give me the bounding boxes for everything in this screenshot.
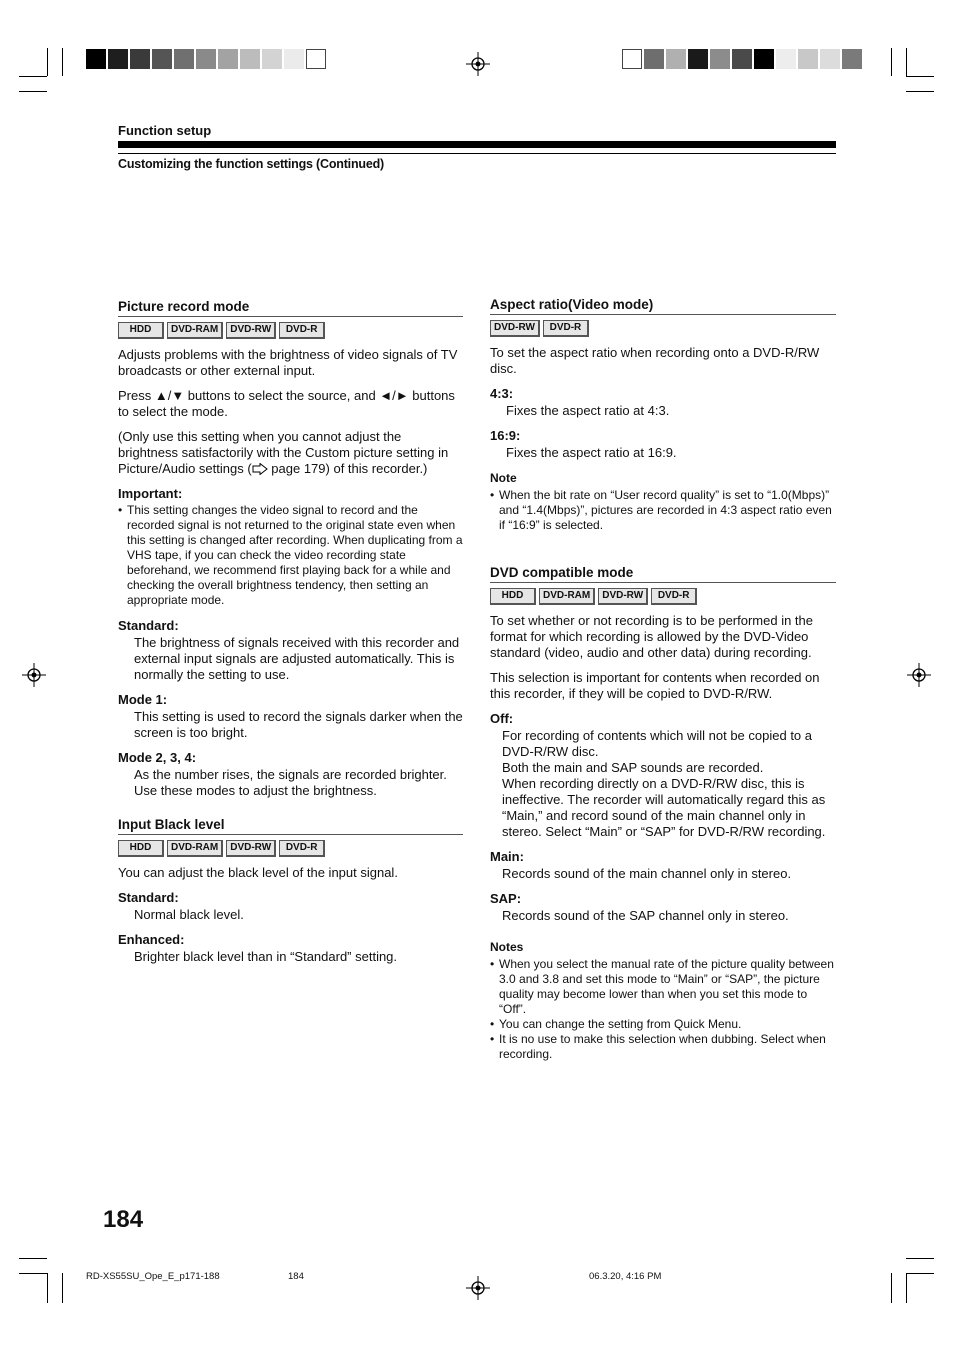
option-text: Brighter black level than in “Standard” setting. <box>134 949 398 964</box>
crop-mark <box>906 1258 934 1259</box>
header-rule-thin <box>118 153 836 154</box>
crop-mark <box>19 76 47 77</box>
section-title-picture-record: Picture record mode <box>118 299 463 317</box>
disc-badges <box>490 320 836 337</box>
footer-page: 184 <box>288 1271 304 1282</box>
section-title-input-black: Input Black level <box>118 817 463 835</box>
label-4-3: 4:3: <box>490 386 514 401</box>
registration-mark-icon <box>466 52 490 76</box>
label-standard: Standard: <box>118 890 179 905</box>
badge-dvd-ram: DVD-RAM <box>539 588 595 605</box>
paragraph: You can adjust the black level of the input signal. <box>118 865 398 880</box>
crop-mark <box>47 1273 48 1303</box>
section-title-aspect: Aspect ratio(Video mode) <box>490 297 836 315</box>
label-16-9: 16:9: <box>490 428 521 443</box>
badge-dvd-rw: DVD-RW <box>598 588 648 605</box>
grayscale-bar-right <box>622 49 864 69</box>
paragraph: Press ▲/▼ buttons to select the source, and ◄/► buttons to select the mode. <box>118 388 455 419</box>
label-main: Main: <box>490 849 524 864</box>
option-text: Fixes the aspect ratio at 4:3. <box>506 403 670 418</box>
grayscale-bar-left <box>86 49 328 69</box>
crop-mark <box>47 48 48 76</box>
crop-mark <box>19 1258 47 1259</box>
footer-file: RD-XS55SU_Ope_E_p171-188 <box>86 1271 220 1282</box>
crop-mark <box>62 1273 63 1303</box>
paragraph: To set whether or not recording is to be performed in the format for which recording is allowed by the DVD-Video standard (video, audio and other data) during recording. <box>490 613 814 660</box>
option-text: As the number rises, the signals are recorded brighter. Use these modes to adjust the brightness. <box>134 767 447 798</box>
list-item: • This setting changes the video signal to record and the recorded signal is not returned to the original state even when this setting is changed after recording. When duplicating from a VHS tape, if you can check the video recording state beforehand, we recommend first playing back for a while and checking the overall brightness tendency, then setting an appropriate mode. <box>118 503 463 608</box>
page-subtitle: Customizing the function settings (Continued) <box>118 157 384 171</box>
text: Both the main and SAP sounds are recorded. <box>502 760 764 775</box>
option-text: Fixes the aspect ratio at 16:9. <box>506 445 677 460</box>
important-list <box>118 503 463 608</box>
right-column <box>490 297 836 1072</box>
option-text: Records sound of the main channel only in stereo. <box>502 866 792 881</box>
page-number: 184 <box>103 1206 144 1233</box>
paragraph <box>118 429 463 477</box>
notes-list <box>490 957 836 1062</box>
badge-dvd-ram: DVD-RAM <box>167 840 223 857</box>
badge-dvd-r: DVD-R <box>279 840 325 857</box>
label-standard: Standard: <box>118 618 179 633</box>
header-rule <box>118 141 836 148</box>
text: (Only use this setting when you cannot adjust the brightness satisfactorily with the Custom picture setting in Picture/Audio settings ( <box>118 429 449 476</box>
crop-mark <box>906 1273 907 1303</box>
notes-heading: Notes <box>490 940 524 954</box>
label-sap: SAP: <box>490 891 522 906</box>
footer-date: 06.3.20, 4:16 PM <box>589 1271 662 1282</box>
crop-mark <box>891 1273 892 1303</box>
text: When recording directly on a DVD-R/RW disc, this is ineffective. The recorder will automatically regard this as “Main,” and record sound of the main channel only in stereo. Select “Main” or “SAP” for DVD-R/RW recording. <box>502 776 826 839</box>
paragraph: This selection is important for contents when recorded on this recorder, if they will be copied to DVD-R/RW. <box>490 670 820 701</box>
option-text: The brightness of signals received with this recorder and external input signals are adjusted automatically. This is normally the setting to use. <box>134 635 460 682</box>
badge-dvd-rw: DVD-RW <box>490 320 540 337</box>
badge-hdd: HDD <box>118 322 164 339</box>
badge-hdd: HDD <box>490 588 536 605</box>
paragraph: To set the aspect ratio when recording onto a DVD-R/RW disc. <box>490 345 820 376</box>
crop-mark <box>906 1273 934 1274</box>
registration-mark-icon <box>22 663 46 687</box>
label-important: Important: <box>118 486 183 501</box>
list-item: • When the bit rate on “User record quality” is set to “1.0(Mbps)” and “1.4(Mbps)”, pictures are recorded in 4:3 aspect ratio even if “16:9” is selected. <box>490 488 836 533</box>
badge-dvd-rw: DVD-RW <box>226 322 276 339</box>
option-text: Normal black level. <box>134 907 244 922</box>
crop-mark <box>19 1273 47 1274</box>
list-item: • You can change the setting from Quick Menu. <box>490 1017 836 1032</box>
option-text: Records sound of the SAP channel only in stereo. <box>502 908 789 923</box>
section-title-dvd-compat: DVD compatible mode <box>490 565 836 583</box>
badge-hdd: HDD <box>118 840 164 857</box>
text: page 179) of this recorder.) <box>267 461 428 476</box>
section-label: Function setup <box>118 123 212 138</box>
badge-dvd-rw: DVD-RW <box>226 840 276 857</box>
label-enhanced: Enhanced: <box>118 932 185 947</box>
label-off: Off: <box>490 711 514 726</box>
text: For recording of contents which will not be copied to a DVD-R/RW disc. <box>502 728 813 759</box>
left-column <box>118 299 463 974</box>
crop-mark <box>891 48 892 76</box>
page-reference-arrow-icon <box>252 463 268 475</box>
label-mode1: Mode 1: <box>118 692 168 707</box>
badge-dvd-ram: DVD-RAM <box>167 322 223 339</box>
paragraph: Adjusts problems with the brightness of video signals of TV broadcasts or other external input. <box>118 347 458 378</box>
disc-badges <box>118 840 463 857</box>
list-item: • When you select the manual rate of the picture quality between 3.0 and 3.8 and set this mode to “Main” or “SAP”, the picture quality may become lower than when you set this mode to “Off”. <box>490 957 836 1017</box>
disc-badges <box>490 588 836 605</box>
crop-mark <box>906 76 934 77</box>
crop-mark <box>906 48 907 76</box>
registration-mark-icon <box>907 663 931 687</box>
badge-dvd-r: DVD-R <box>279 322 325 339</box>
badge-dvd-r: DVD-R <box>543 320 589 337</box>
note-list <box>490 488 836 533</box>
badge-dvd-r: DVD-R <box>651 588 697 605</box>
note-heading: Note <box>490 471 517 485</box>
option-text: This setting is used to record the signals darker when the screen is too bright. <box>134 709 463 740</box>
crop-mark <box>62 48 63 76</box>
registration-mark-icon <box>466 1276 490 1300</box>
crop-mark <box>906 91 934 92</box>
option-text-off <box>490 728 836 840</box>
crop-mark <box>19 91 47 92</box>
label-mode234: Mode 2, 3, 4: <box>118 750 197 765</box>
list-item: • It is no use to make this selection when dubbing. Select when recording. <box>490 1032 836 1062</box>
disc-badges <box>118 322 463 339</box>
